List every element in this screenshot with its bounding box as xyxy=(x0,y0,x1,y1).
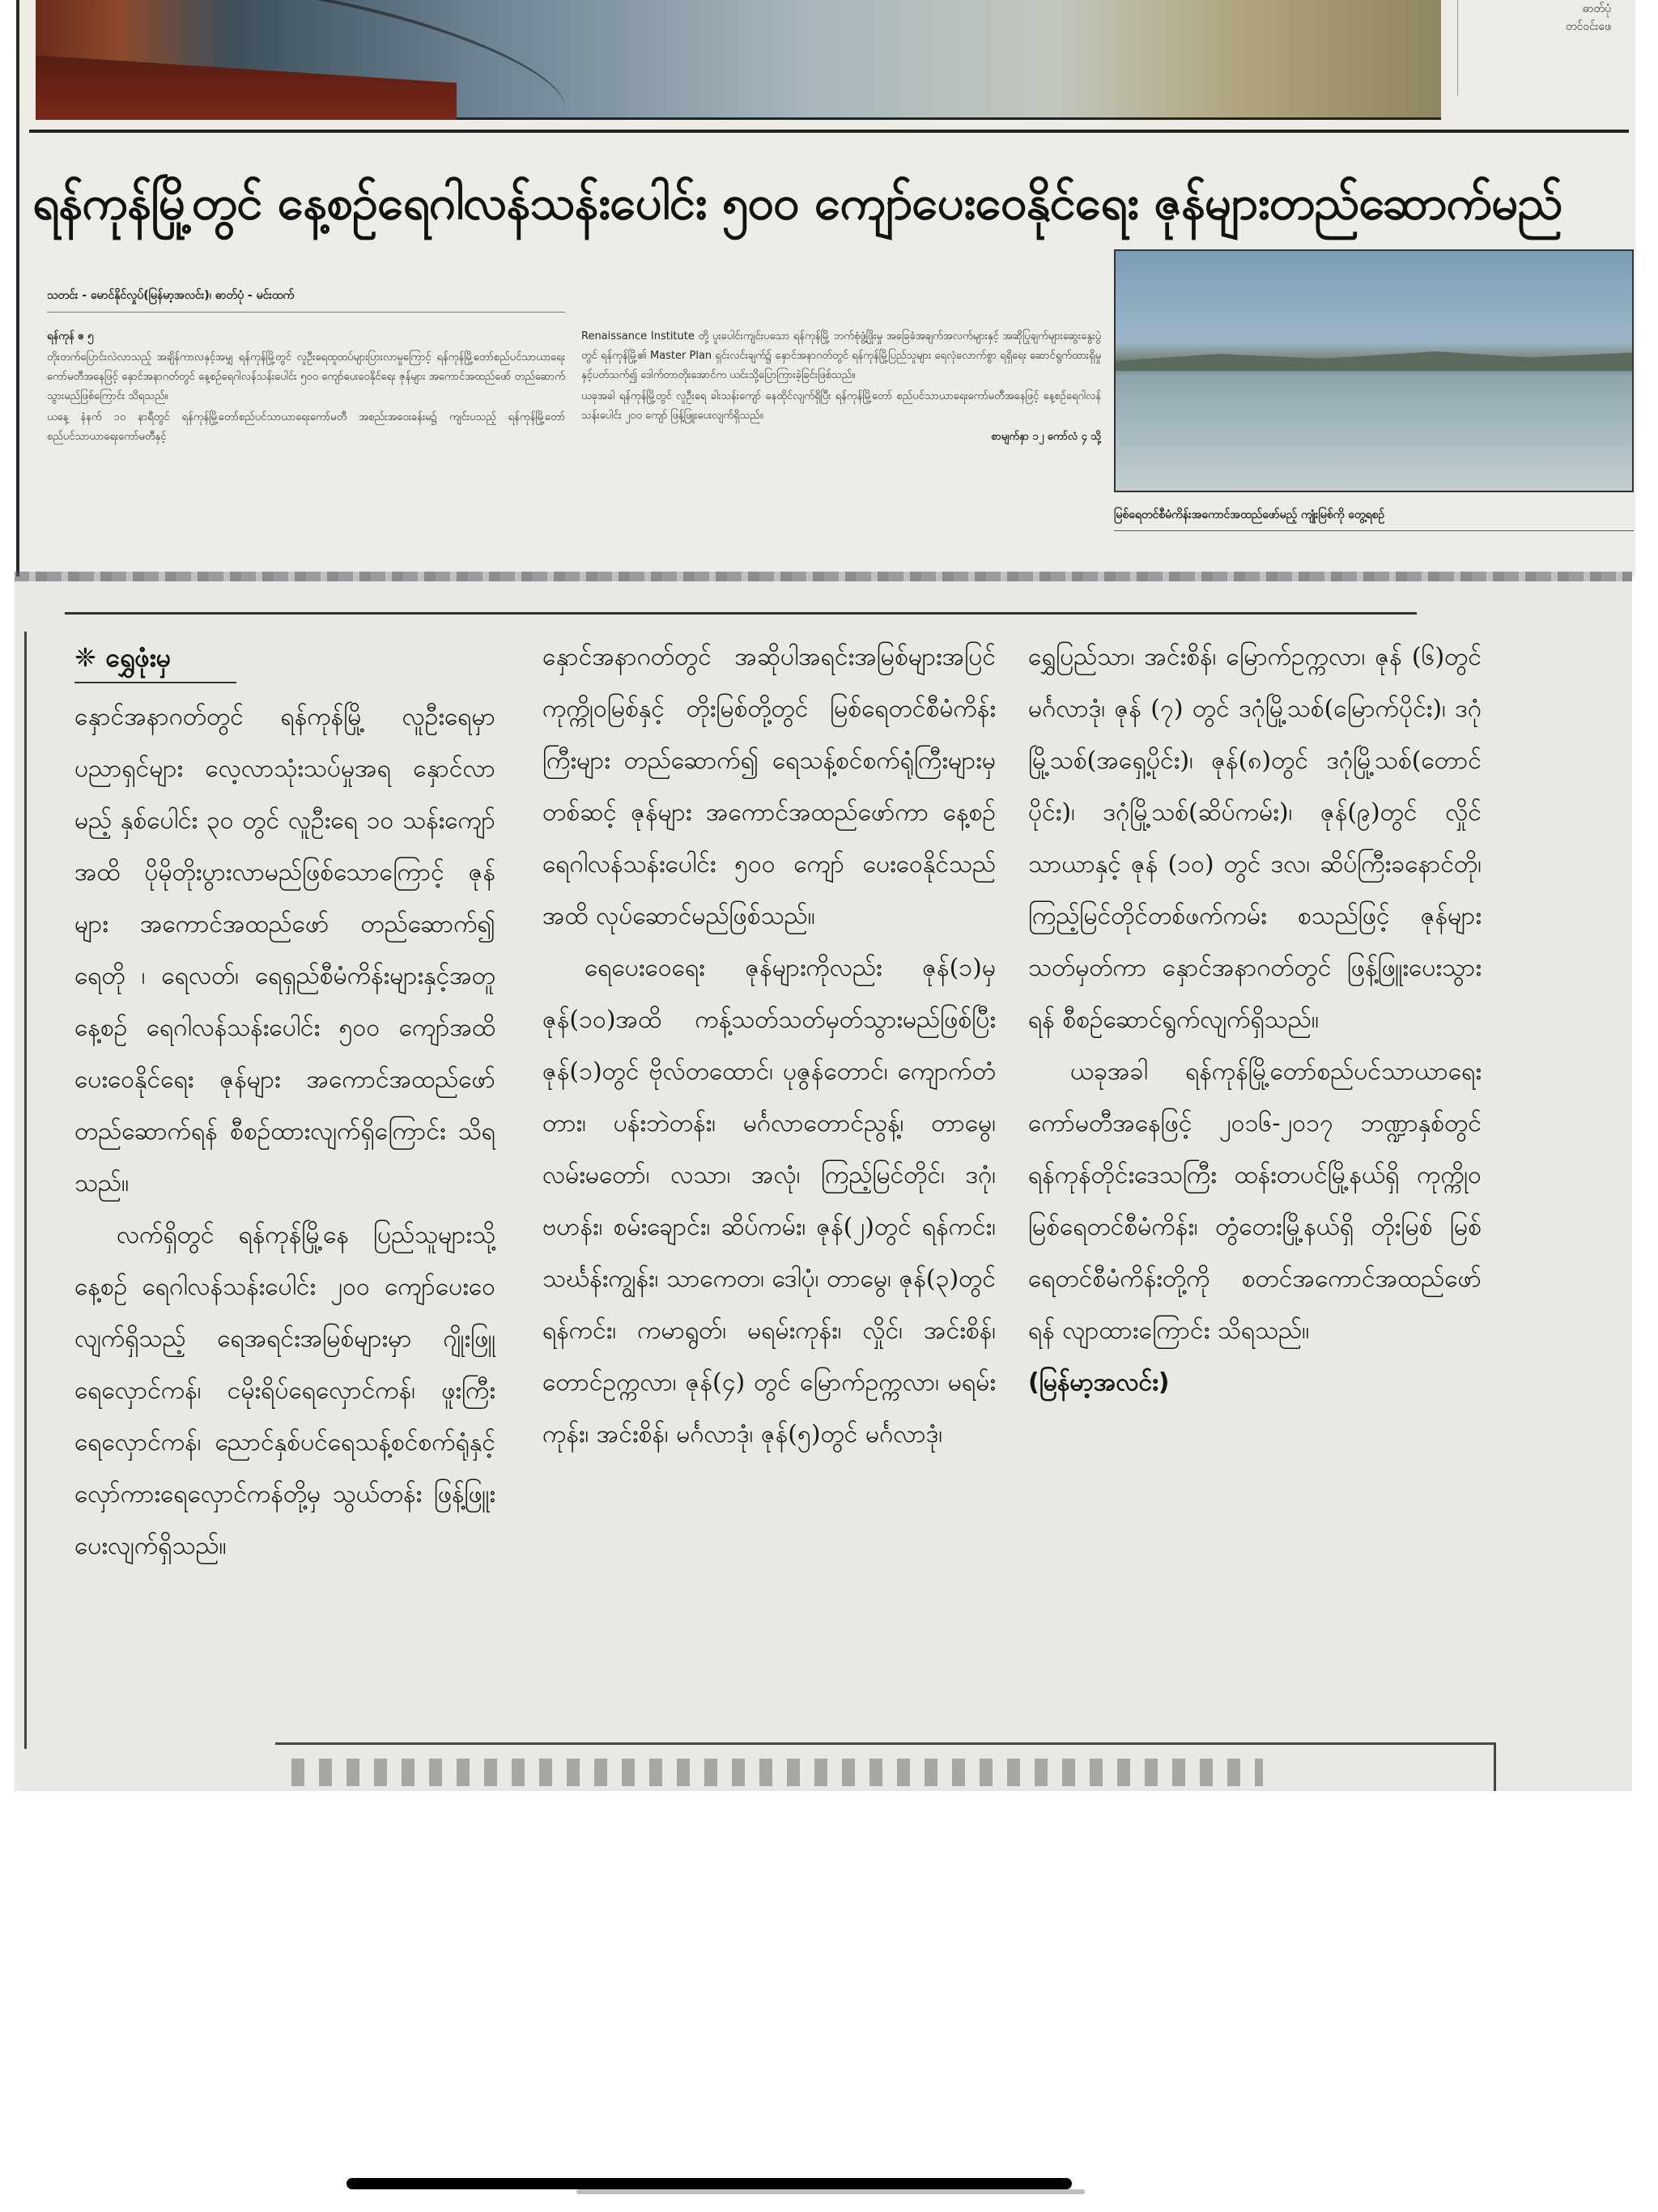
main-article-column-3 xyxy=(1028,632,1482,1742)
paragraph: ရေပေးဝေရေး ဇုန်များကိုလည်း ဇုန်(၁)မှ ဇုန်(၁၀)အထိ ကန့်သတ်သတ်မှတ်သွားမည်ဖြစ်ပြီး ဇုန်(၁)တွင် ဗိုလ်တထောင်၊ ပုဇွန်တောင်၊ ကျောက်တံတား၊ ပန်းဘဲတန်း၊ မင်္ဂလာတောင်ညွန့်၊ တာမွေ၊ လမ်းမတော်၊ လသာ၊ အလုံ၊ ကြည့်မြင်တိုင်၊ ဒဂုံ၊ ဗဟန်း၊ စမ်းချောင်း၊ ဆိပ်ကမ်း၊ ဇုန်(၂)တွင် ရန်ကင်း၊ သင်္ဃန်းကျွန်း၊ သာကေတ၊ ဒေါပုံ၊ တာမွေ၊ ဇုန်(၃)တွင် ရန်ကင်း၊ ကမာရွတ်၊ မရမ်းကုန်း၊ လှိုင်၊ အင်းစိန်၊ တောင်ဥက္ကလာ၊ ဇုန်(၄) တွင် မြောက်ဥက္ကလာ၊ မရမ်းကုန်း၊ အင်းစိန်၊ မင်္ဂလာဒုံ၊ ဇုန်(၅)တွင် မင်္ဂလာဒုံ၊ xyxy=(542,954,996,1448)
box-right-border xyxy=(1494,1745,1496,1791)
main-top-rule xyxy=(65,612,1417,615)
paragraph: ယနေ့ နံနက် ၁၀ နာရီတွင် ရန်ကုန်မြို့တော်စည်ပင်သာယာရေးကော်မတီ အစည်းအဝေးခန်းမ၌ ကျင်းပသည့် ရန်ကုန်မြို့တော်စည်ပင်သာယာရေးကော်မတီနှင့် xyxy=(47,411,565,443)
continued-note: စာမျက်နှာ ၁၂ ကော်လံ ၄ သို့ xyxy=(991,431,1101,443)
photo-caption: မြစ်ရေတင်စီမံကိန်းအကောင်အထည်ဖော်မည့် ကျုံးမြစ်ကို တွေ့ရစဉ် xyxy=(1114,499,1634,531)
main-article-column-2 xyxy=(542,632,996,1742)
paragraph: Renaissance Institute တို့ ပူးပေါင်းကျင်းပသော ရန်ကုန်မြို့ ဘက်စုံဖွံ့ဖြိုးမှု အခြေခံအချက်အလက်များနှင့် အဆိုပြုချက်များဆွေးနွေးပွဲတွင် ရန်ကုန်မြို့၏ Master Plan ရှင်းလင်းချက်၌ နှောင်အနာဂတ်တွင် ရန်ကုန်မြို့ပြည်သူများ ရေလုံလောက်စွာ ရရှိရေး ဆောင်ရွက်ထားရှိမှုနှင့်ပတ်သက်၍ ဒေါက်တာတိုးအောင်က ယင်းသို့ပြောကြားခဲ့ခြင်းဖြစ်သည်။ xyxy=(581,330,1101,381)
paragraph: တိုးတက်ပြောင်းလဲလာသည့် အချိန်ကာလနှင့်အမျှ ရန်ကုန်မြို့တွင် လူဦးရေထူထပ်များပြားလာမှုကြောင့် ရန်ကုန်မြို့တော်စည်ပင်သာယာရေးကော်မတီအနေဖြင့် နှောင်အနာဂတ်တွင် နေ့စဉ်ရေဂါလန်သန်းပေါင်း ၅၀၀ ကျော်ပေးဝေနိုင်ရေး ဇုန်များ အကောင်အထည်ဖော် တည်ဆောက်သွားမည်ဖြစ်ကြောင်း သိရသည်။ xyxy=(47,351,565,402)
section-heading: ❈ ရွှေဖုံးမှ xyxy=(74,632,236,683)
side-photo-caption xyxy=(1457,0,1619,96)
byline-divider xyxy=(47,312,565,313)
hills-shape xyxy=(1116,347,1632,371)
headline: ရန်ကုန်မြို့တွင် နေ့စဉ်ရေဂါလန်သန်းပေါင်း ၅၀၀ ကျော်ပေးဝေနိုင်ရေး ဇုန်များတည်ဆောက်မည် xyxy=(32,175,1562,230)
side-caption-line-1: ဓာတ်ပုံ xyxy=(1582,2,1611,15)
home-indicator[interactable] xyxy=(346,2178,1072,2189)
top-photo xyxy=(36,0,1441,120)
torn-edge xyxy=(15,572,1632,581)
top-divider xyxy=(29,130,1629,133)
cut-off-text-strip xyxy=(291,1759,1263,1786)
side-caption-line-2: တင်ဝင်းဖေ xyxy=(1565,20,1611,33)
river-photo xyxy=(1114,249,1634,492)
top-article-column-2 xyxy=(581,327,1101,533)
main-article-column-1 xyxy=(74,632,495,1742)
paragraph: နှောင်အနာဂတ်တွင် ရန်ကုန်မြို့ လူဦးရေမှာ ပညာရှင်များ လေ့လာသုံးသပ်မှုအရ နှောင်လာမည့် နှစ်ပေါင်း ၃၀ တွင် လူဦးရေ ၁၀ သန်းကျော်အထိ ပိုမိုတိုးပွားလာမည်ဖြစ်သောကြောင့် ဇုန်များ အကောင်အထည်ဖော် တည်ဆောက်၍ ရေတို ၊ ရေလတ်၊ ရေရှည်စီမံကိန်းများနှင့်အတူ နေ့စဉ် ရေဂါလန်သန်းပေါင်း ၅၀၀ ကျော်အထိ ပေးဝေနိုင်ရေး ဇုန်များ အကောင်အထည်ဖော်တည်ဆောက်ရန် စီစဉ်ထားလျက်ရှိကြောင်း သိရသည်။ xyxy=(74,703,495,1197)
paragraph: ယခုအခါ ရန်ကုန်မြို့တော်စည်ပင်သာယာရေးကော်မတီအနေဖြင့် ၂၀၁၆-၂၀၁၇ ဘဏ္ဍာနှစ်တွင် ရန်ကုန်တိုင်းဒေသကြီး ထန်းတပင်မြို့နယ်ရှိ ကုက္ကိုဝမြစ်ရေတင်စီမံကိန်း၊ တွံတေးမြို့နယ်ရှိ တိုးမြစ် မြစ်ရေတင်စီမံကိန်းတို့ကို စတင်အကောင်အထည်ဖော်ရန် လျာထားကြောင်း သိရသည်။ xyxy=(1028,1057,1482,1345)
paragraph: ယခုအခါ ရန်ကုန်မြို့တွင် လူဦးရေ ခါးသန်းကျော် နေထိုင်လျက်ရှိပြီး ရန်ကုန်မြို့တော် စည်ပင်သာယာရေးကော်မတီအနေဖြင့် နေ့စဉ်ရေဂါလန်သန်းပေါင်း ၂၀၀ ကျော် ဖြန့်ဖြူးပေးလျက်ရှိသည်။ xyxy=(581,390,1101,422)
source-credit: (မြန်မာ့အလင်း) xyxy=(1028,1368,1170,1397)
box-bottom-border xyxy=(275,1742,1496,1745)
home-indicator-shadow xyxy=(576,2189,1085,2194)
paragraph: လက်ရှိတွင် ရန်ကုန်မြို့နေ ပြည်သူများသို့ နေ့စဉ် ရေဂါလန်သန်းပေါင်း ၂၀၀ ကျော်ပေးဝေလျက်ရှိသည့် ရေအရင်းအမြစ်များမှာ ဂျိုးဖြူရေလှောင်ကန်၊ ငမိုးရိပ်ရေလှောင်ကန်၊ ဖူးကြီးရေလှောင်ကန်၊ ညောင်နှစ်ပင်ရေသန့်စင်စက်ရုံနှင့် လှော်ကားရေလှောင်ကန်တို့မှ သွယ်တန်း ဖြန့်ဖြူးပေးလျက်ရှိသည်။ xyxy=(74,1221,495,1560)
byline: သတင်း - မောင်နိုင်လှုပ်(မြန်မာ့အလင်း)၊ ဓာတ်ပုံ - မင်းထက် xyxy=(47,289,295,302)
paragraph: နှောင်အနာဂတ်တွင် အဆိုပါအရင်းအမြစ်များအပြင် ကုက္ကိုဝမြစ်နှင့် တိုးမြစ်တို့တွင် မြစ်ရေတင်စီမံကိန်းကြီးများ တည်ဆောက်၍ ရေသန့်စင်စက်ရုံကြီးများမှ တစ်ဆင့် ဇုန်များ အကောင်အထည်ဖော်ကာ နေ့စဉ် ရေဂါလန်သန်းပေါင်း ၅၀၀ ကျော် ပေးဝေနိုင်သည်အထိ လုပ်ဆောင်မည်ဖြစ်သည်။ xyxy=(542,643,996,930)
top-article-column-1 xyxy=(47,327,565,533)
dateline: ရန်ကုန် ဧ ၅ xyxy=(47,330,94,342)
box-left-border xyxy=(24,632,27,1749)
paragraph: ရွှေပြည်သာ၊ အင်းစိန်၊ မြောက်ဥက္ကလာ၊ ဇုန် (၆)တွင် မင်္ဂလာဒုံ၊ ဇုန် (၇) တွင် ဒဂုံမြို့သစ်(မြောက်ပိုင်း)၊ ဒဂုံမြို့သစ်(အရှေ့ပိုင်း)၊ ဇုန်(၈)တွင် ဒဂုံမြို့သစ်(တောင်ပိုင်း)၊ ဒဂုံမြို့သစ်(ဆိပ်ကမ်း)၊ ဇုန်(၉)တွင် လှိုင်သာယာနှင့် ဇုန် (၁၀) တွင် ဒလ၊ ဆိပ်ကြီးခနောင်တို၊ ကြည့်မြင်တိုင်တစ်ဖက်ကမ်း စသည်ဖြင့် ဇုန်များ သတ်မှတ်ကာ နှောင်အနာဂတ်တွင် ဖြန့်ဖြူးပေးသွားရန် စီစဉ်ဆောင်ရွက်လျက်ရှိသည်။ xyxy=(1028,643,1482,1034)
